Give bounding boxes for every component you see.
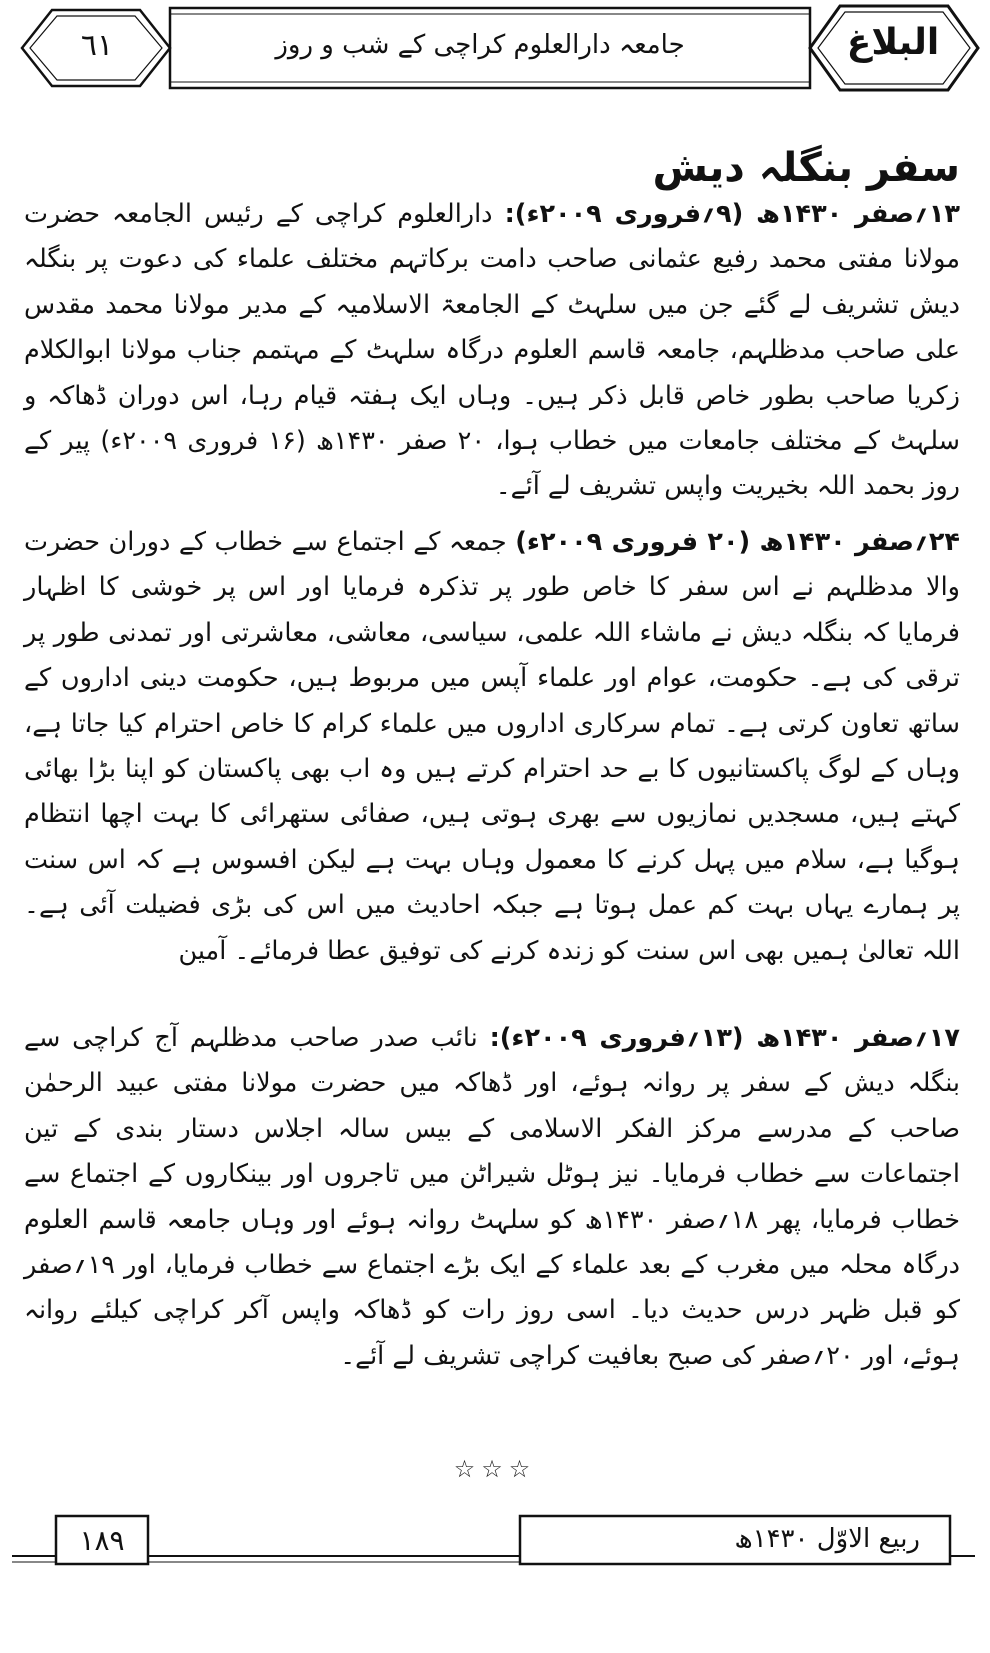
paragraph-text: جمعہ کے اجتماع سے خطاب کے دوران حضرت والا مدظلہم نے اس سفر کا خاص طور پر تذکرہ فرمایا اور اس پر خوشی کا اظہار فرمایا کہ بنگلہ دیش نے ماشاء اللہ علمی، سیاسی، معاشی، معاشرتی اور تمدنی طور پر ترقی کی ہے۔ حکومت، عوام اور علماء آپس میں مربوط ہیں، حکومت دینی اداروں کے ساتھ تعاون کرتی ہے۔ تمام سرکاری اداروں میں علماء کرام کا خاص احترام کیا جاتا ہے، وہاں کے لوگ پاکستانیوں کا بے حد احترام کرتے ہیں وہ اب بھی پاکستان کو اپنا بڑا بھائی کہتے ہیں، مسجدیں نمازیوں سے بھری ہوتی ہیں، صفائی ستھرائی کا بہت اچھا انتظام ہوگیا ہے، سلام میں پہل کرنے کا معمول وہاں بہت ہے لیکن افسوس ہے کہ اس سنت پر ہمارے یہاں بہت کم عمل ہوتا ہے جبکہ احادیث میں اس کی بڑی فضیلت آئی ہے۔ اللہ تعالیٰ ہمیں بھی اس سنت کو زندہ کرنے کی توفیق عطا فرمائے۔ آمین: [24, 527, 960, 966]
paragraph-text: نائب صدر صاحب مدظلہم آج کراچی سے بنگلہ دیش کے سفر پر روانہ ہوئے، اور ڈھاکہ میں حضرت مولانا مفتی عبید الرحمٰن صاحب کے مدرسے مرکز الفکر الاسلامی کے بیس سالہ اجلاس دستار بندی کے تین اجتماعات سے خطاب فرمایا۔ نیز ہوٹل شیراٹن میں تاجروں اور بینکاروں کے اجتماع سے خطاب فرمایا، پھر ۱۸؍صفر ۱۴۳۰ھ کو سلہٹ روانہ ہوئے اور وہاں جامعہ قاسم العلوم درگاہ محلہ میں مغرب کے بعد علماء کے ایک بڑے اجتماع سے خطاب فرمایا، اور ۱۹؍صفر کو قبل ظہر درس حدیث دیا۔ اسی روز رات کو ڈھاکہ واپس آکر کراچی کیلئے روانہ ہوئے، اور ۲۰؍صفر کی صبح بعافیت کراچی تشریف لے آئے۔: [24, 1023, 960, 1371]
paragraph: [24, 192, 960, 510]
paragraph-date: ۱۳؍صفر ۱۴۳۰ھ (۹؍فروری ۲۰۰۹ء):: [504, 199, 960, 229]
section-separator: ☆☆☆: [453, 1455, 537, 1483]
paragraph: [24, 520, 960, 974]
paragraph-date: ۲۴؍صفر ۱۴۳۰ھ (۲۰ فروری ۲۰۰۹ء): [515, 527, 960, 557]
paragraph-text: دارالعلوم کراچی کے رئیس الجامعہ حضرت مولانا مفتی محمد رفیع عثمانی صاحب دامت برکاتہم مختلف علماء کی دعوت پر بنگلہ دیش تشریف لے گئے جن میں سلہٹ کے الجامعۃ الاسلامیہ کے مدیر مولانا محمد مقدس علی صاحب مدظلہم، جامعہ قاسم العلوم درگاہ سلہٹ کے مہتمم جناب مولانا ابوالکلام زکریا صاحب بطور خاص قابل ذکر ہیں۔ وہاں ایک ہفتہ قیام رہا، اس دوران ڈھاکہ و سلہٹ کے مختلف جامعات میں خطاب ہوا، ۲۰ صفر ۱۴۳۰ھ (۱۶ فروری ۲۰۰۹ء) پیر کے روز بحمد اللہ بخیریت واپس تشریف لے آئے۔: [24, 199, 961, 502]
issue-date: ربیع الاوّل ۱۴۳۰ھ: [734, 1524, 920, 1554]
paragraph: [24, 1016, 960, 1379]
header-page-number: ٦١: [80, 28, 114, 63]
paragraph-date: ۱۷؍صفر ۱۴۳۰ھ (۱۳؍فروری ۲۰۰۹ء):: [489, 1023, 960, 1053]
footer-page-number: ۱۸۹: [79, 1524, 125, 1557]
section-title: سفر بنگلہ دیش: [652, 145, 960, 191]
journal-logo: البلاغ: [846, 22, 940, 63]
running-title: جامعہ دارالعلوم کراچی کے شب و روز: [275, 30, 685, 60]
